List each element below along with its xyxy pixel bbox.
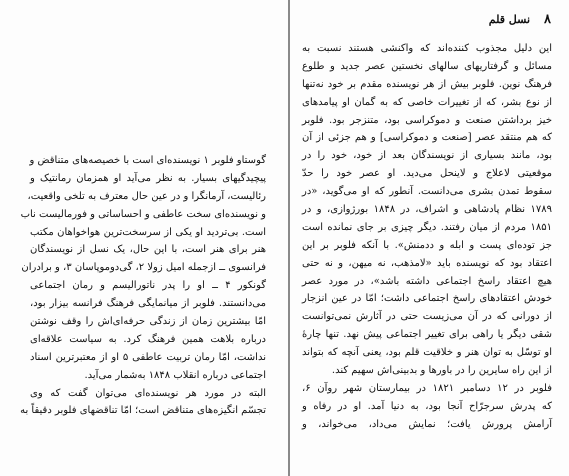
text-line: گوستاو فلوبر ۱ نویسنده‌ای است با خصیصه‌های متناقض و [29,155,266,166]
text-line: و نویسنده‌ای سخت عاطفی و احساساتی و فورمالیست ناب [20,208,266,220]
page-header [489,12,551,27]
text-line: خیز برداشتن صنعت و دموکراسی بود، متنزجر بود. فلوبر [302,114,552,126]
left-page-text [20,152,267,420]
text-line: امّا بیشترین زمان از زندگی حرفه‌ای‌اش را وقف نوشتن [30,316,266,328]
text-line: این دلیل مجذوب کننده‌اند که واکنشی هستند نسبت به [302,43,552,54]
text-line: فرهنگ نوین. فلوبر بیش از هر نویسنده مقدم بر خود نه‌تنها [302,78,552,90]
text-line: رئالیست، آرمانگرا و در عین حال معترف به تلخی واقعیت، [27,190,266,202]
text-line: البته در مورد هر نویسنده‌ای می‌توان گفت که وی [30,387,266,399]
text-line: از این راه سایرین را در باورها و بدبینی‌اش سهیم کند. [331,365,552,377]
text-line: هنر برای هنر است، با این حال، یک نسل از نویسندگان [30,244,266,256]
text-line: موقعیتی لاعلاج و لاینحل می‌دید. او عصر خود را حدّ [302,168,552,180]
text-line: فلوبر در ۱۲ دسامبر ۱۸۲۱ در بیمارستان شهر روآن ۶، [302,382,552,394]
text-line: گونکور ۴ ــ او را پدر ناتورالیسم و رمان اجتماعی [30,280,267,292]
page-number: ۸ [544,12,551,27]
text-line: نداشت، امّا رمان تربیت عاطفی ۵ او از معتبرترین اسناد [30,351,266,363]
text-line: خودش اعتقادهای راسخ اجتماعی داشت؛ امّا در عین انزجار [302,293,552,305]
text-line: است. بی‌تردید او یکی از سرسخت‌ترین هواخواهان مکتب [30,226,266,238]
text-line: درباره بلاهت همین فرهنگ کرد. به سیاست علاقه‌ای [30,333,266,345]
right-page [290,0,569,476]
running-title: نسل قلم [488,13,531,26]
text-line: او توسّل به توان هنر و خلاقیت قلم بود، یعنی آنچه که بتواند [302,347,552,359]
text-line: اعتقاد بود که نویسنده باید «لامذهب، نه میهن، و نه حتی [302,257,552,269]
text-line: تجسّم انگیزه‌های متناقض است؛ امّا تناقضهای فلوبر دقیقاً به [20,405,266,417]
text-line: از دورانی که در آن می‌زیست حتی در آثارش نمی‌توانست [302,311,552,323]
text-line: سقوط تمدن بشری می‌دانست. آنطور که او می‌گوید، «در [302,186,552,198]
text-line: مسائل و گرفتاریهای سالهای نخستین عصر جدید و طلوع [302,60,552,72]
text-line: ۱۸۵۱ مردم از میان رفتند. دیگر چیزی بر جای نمانده است [302,221,552,233]
text-line: که هم منتقد عصر [صنعت و دموکراسی] و هم جزئی از آن [302,132,552,144]
text-line: بود، مانند بسیاری از نویسندگان بعد از خود، خود را در [302,150,552,162]
text-line: جز توده‌ای پست و ابله و ددمنش». با آنکه فلوبر بر این [302,239,552,251]
text-line: می‌دانستند. فلوبر از میانمایگی فرهنگ فرانسه بیزار بود، [30,298,266,310]
right-page-text [302,40,552,434]
text-line: فرانسوی ــ ازجمله امیل زولا ۲، گی‌دوموپاسان ۳، و برادران [21,262,266,274]
text-line: هیچ اعتقاد راسخ اجتماعی داشته باشد»، در مورد عصر [302,275,552,287]
text-line: که پدرش سرجرّاح آنجا بود، به دنیا آمد. او در رفاه و [302,400,552,412]
text-line: شقی دیگر یا راهی برای تغییر اجتماعی پیش نهد. تنها چارهٔ [302,329,552,341]
text-line: از نوع بشر، که از تغییرات خاصی که به گمان او پیامدهای [302,96,552,108]
text-line: پیچیدگیهای بسیار. به نظر می‌آید او همزمان رمانتیک و [30,172,266,184]
text-line: آرامش پرورش یافت؛ نمایش می‌داد، می‌خواند، و [302,418,552,430]
text-line: ۱۷۸۹ نظام پادشاهی و اشراف، در ۱۸۴۸ بورژوازی، و در [302,204,553,216]
text-line: اجتماعی درباره انقلاب ۱۸۴۸ به‌شمار می‌آید. [84,369,266,381]
